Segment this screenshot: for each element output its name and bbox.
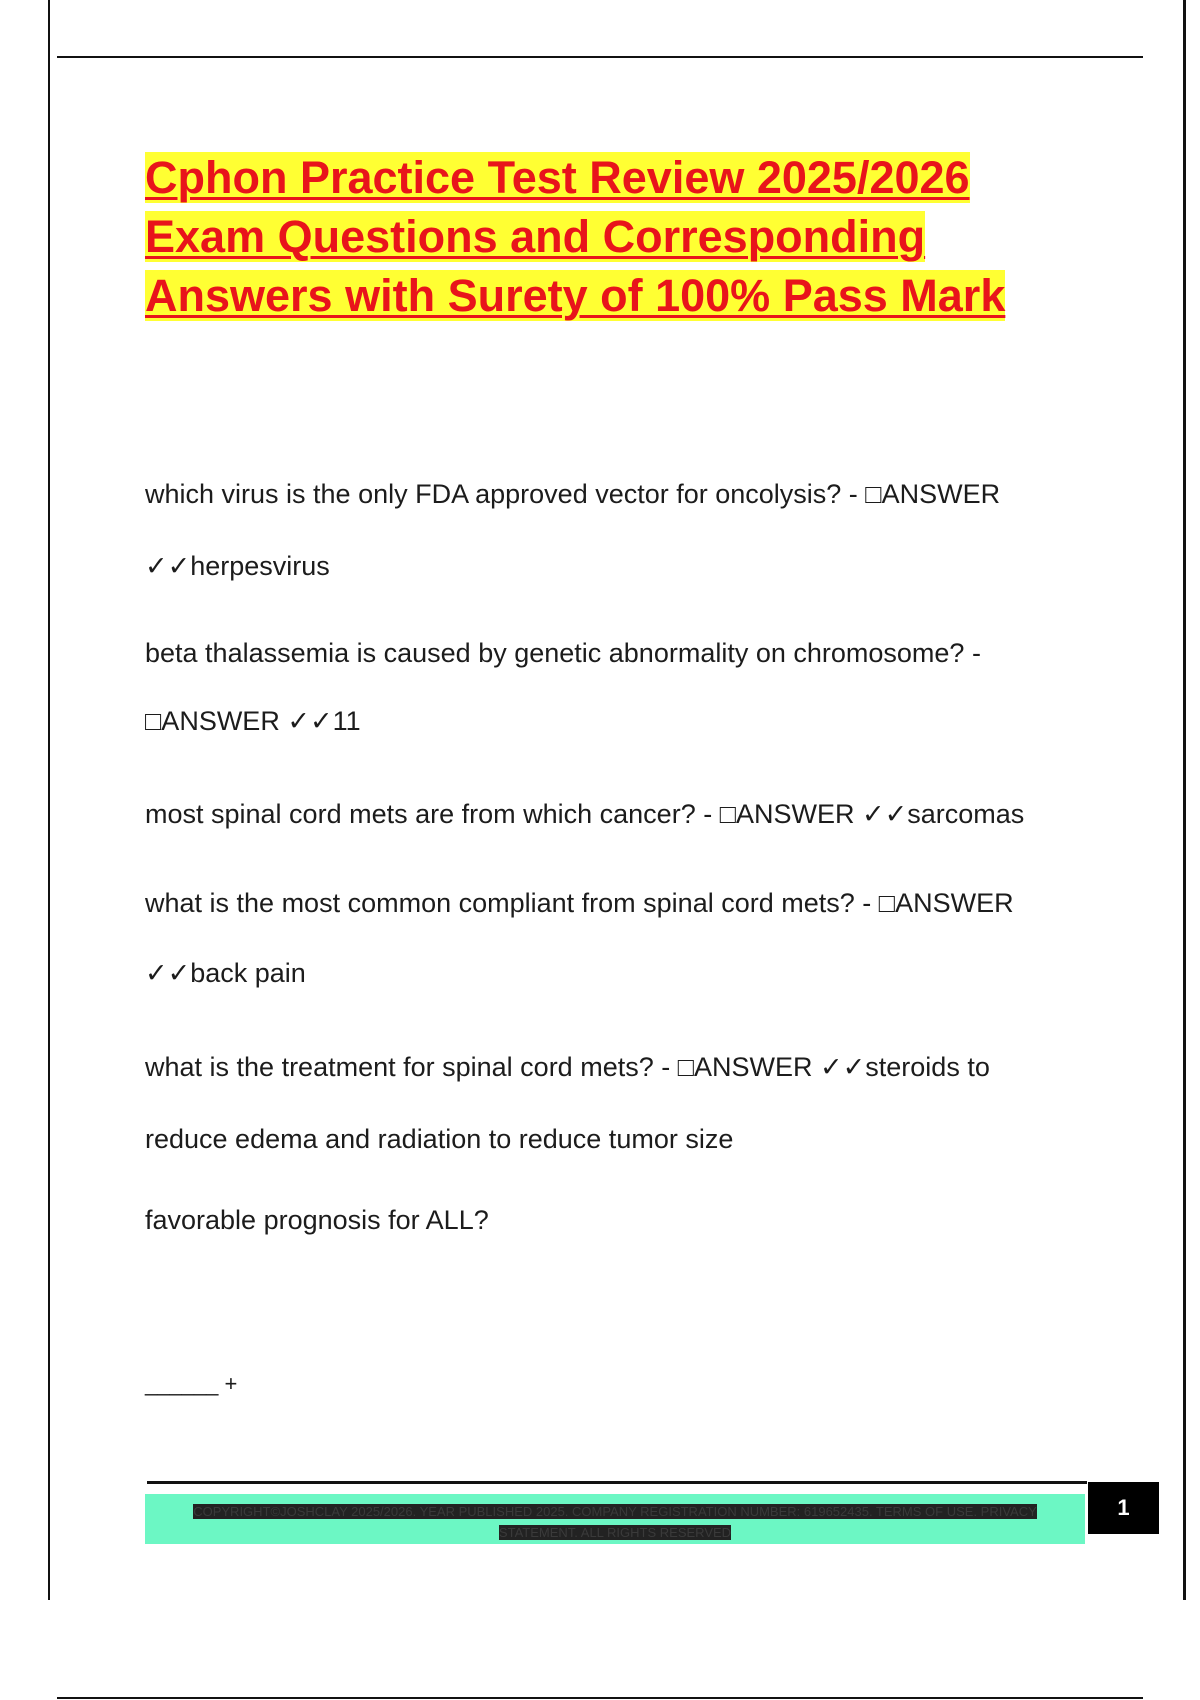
document-title [145,148,1105,325]
answer-text: ✓✓herpesvirus [145,551,330,581]
page-number: 1 [1088,1482,1159,1534]
header-rule [57,56,1143,58]
copyright-line: STATEMENT. ALL RIGHTS RESERVED [498,1525,732,1540]
answer-text: □ANSWER ✓✓11 [145,706,361,736]
answer-text: reduce edema and radiation to reduce tumor size [145,1124,734,1154]
copyright-line: COPYRIGHT©JOSHCLAY 2025/2026. YEAR PUBLISHED 2025. COMPANY REGISTRATION NUMBER: 619652435. TERMS OF USE. PRIVACY [193,1504,1037,1519]
question-text: favorable prognosis for ALL? [145,1205,489,1235]
question-text: what is the treatment for spinal cord mets? - □ANSWER ✓✓steroids to [145,1052,990,1082]
footer-rule [147,1481,1087,1484]
question-text: most spinal cord mets are from which cancer? - □ANSWER ✓✓sarcomas [145,799,1025,829]
next-page-rule [57,1697,1143,1699]
title-line: Cphon Practice Test Review 2025/2026 [145,152,970,203]
question-text: what is the most common compliant from spinal cord mets? - □ANSWER [145,888,1014,918]
title-line: Answers with Surety of 100% Pass Mark [145,270,1006,321]
question-text: which virus is the only FDA approved vector for oncolysis? - □ANSWER [145,479,1001,509]
page-border-left [48,0,50,1600]
question-text: beta thalassemia is caused by genetic abnormality on chromosome? - [145,638,981,668]
title-line: Exam Questions and Corresponding [145,211,926,262]
copyright-notice [160,1501,1070,1543]
page-border-right [1183,0,1186,1600]
blank-line: ______ + [145,1371,238,1396]
answer-text: ✓✓back pain [145,958,306,988]
